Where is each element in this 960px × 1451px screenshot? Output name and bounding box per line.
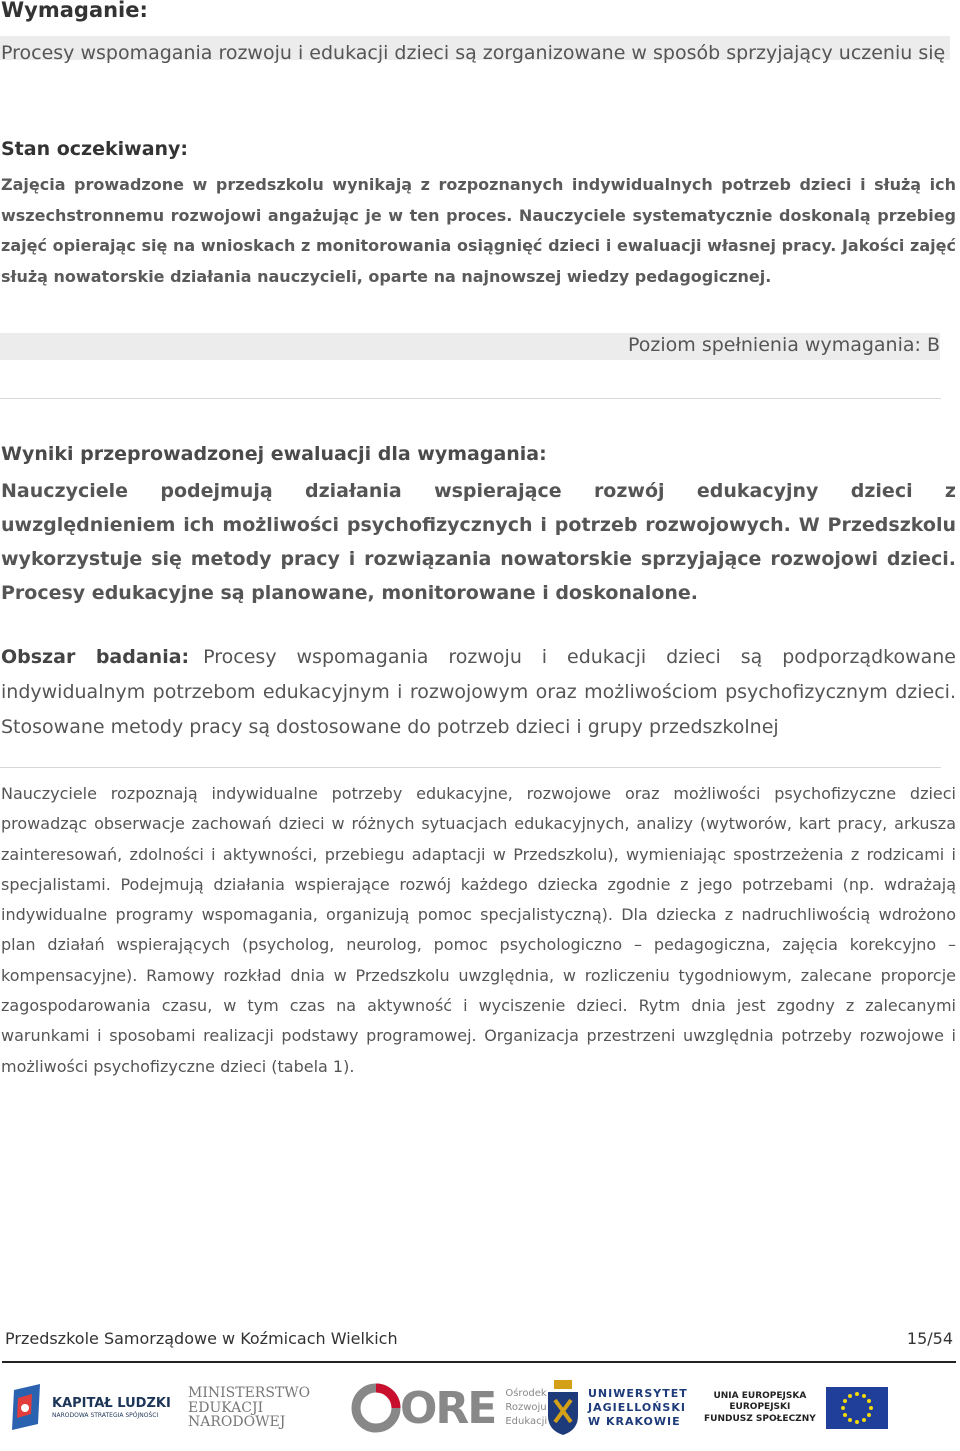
eu-line-1: UNIA EUROPEJSKA	[713, 1391, 807, 1402]
expected-text-3: Jakości zajęć służą nowatorskie działania nauczycieli, oparte na najnowszej wiedzy pedagogicznej.	[1, 236, 956, 286]
eu-line-3: FUNDUSZ SPOŁECZNY	[704, 1413, 816, 1424]
footer-page-number: 15/54	[906, 1329, 953, 1348]
results-text: Nauczyciele podejmują działania wspierające rozwój edukacyjny dzieci z uwzględnieniem ich możliwości psychofizycznych i potrzeb rozwojowych. W Przedszkolu wykorzystuje się metody pracy i rozwiązania nowatorskie sprzyjające rozwojowi dzieci. Procesy edukacyjne są planowane, monitorowane i doskonalone.	[1, 480, 956, 604]
kapital-ludzki-icon	[10, 1384, 44, 1432]
uj-line-1: UNIWERSYTET	[588, 1386, 688, 1400]
uj-line-3: W KRAKOWIE	[588, 1415, 681, 1429]
men-line-3: NARODOWEJ	[188, 1414, 286, 1431]
kl-subtitle: NARODOWA STRATEGIA SPÓJNOŚCI	[52, 1411, 159, 1419]
men-logo	[188, 1378, 310, 1438]
uj-logo	[546, 1378, 688, 1438]
expected-state-text	[1, 170, 956, 292]
research-area	[1, 640, 956, 745]
ore-line-2: Rozwoju	[505, 1402, 547, 1413]
requirement-text: Procesy wspomagania rozwoju i edukacji dzieci są zorganizowane w sposób sprzyjający uczeniu się	[1, 42, 946, 64]
section-divider	[0, 398, 941, 399]
uj-line-2: JAGIELLOŃSKI	[588, 1400, 686, 1414]
ore-wordmark: ORE	[400, 1382, 496, 1434]
footer-institution: Przedszkole Samorządowe w Koźmicach Wielkich	[5, 1329, 398, 1348]
eu-logo	[704, 1378, 888, 1438]
men-line-2: EDUKACJI	[188, 1399, 264, 1416]
section-divider	[0, 767, 941, 768]
research-area-label: Obszar badania:	[1, 646, 190, 668]
ore-line-3: Edukacji	[505, 1416, 548, 1427]
eu-flag-icon	[826, 1387, 888, 1429]
uj-crest-icon	[546, 1380, 580, 1436]
ore-logo	[350, 1378, 547, 1438]
expected-text-1: Zajęcia prowadzone w przedszkolu wynikają z rozpoznanych indywidualnych potrzeb dzieci i służą ich wszechstronnemu rozwojowi angażując je w ten proces.	[1, 175, 956, 225]
footer-rule	[2, 1361, 956, 1363]
fulfilment-level: Poziom spełnienia wymagania: B	[628, 334, 940, 356]
kl-title: KAPITAŁ LUDZKI	[52, 1396, 171, 1412]
eu-line-2: EUROPEJSKI	[729, 1402, 791, 1413]
expected-text-2: Nauczyciele systematycznie doskonalą przebieg zajęć opierając się na wnioskach z monitorowania osiągnięć dzieci i ewaluacji własnej pracy.	[1, 205, 956, 255]
expected-state-heading: Stan oczekiwany:	[1, 138, 189, 160]
ore-ring-icon	[350, 1382, 402, 1434]
men-line-1: MINISTERSTWO	[188, 1384, 311, 1401]
results-heading: Wyniki przeprowadzonej ewaluacji dla wymagania:	[1, 443, 547, 465]
research-area-text: Procesy wspomagania rozwoju i edukacji dzieci są podporządkowane indywidualnym potrzebom edukacyjnym i rozwojowym oraz możliwościom psychofizycznym dzieci. Stosowane metody pracy są dostosowane do potrzeb dzieci i grupy przedszkolnej	[1, 646, 956, 738]
requirement-heading: Wymaganie:	[1, 0, 148, 22]
body-paragraph: Nauczyciele rozpoznają indywidualne potrzeby edukacyjne, rozwojowe oraz możliwości psychofizyczne dzieci prowadząc obserwacje zachowań dzieci w różnych sytuacjach edukacyjnych, analizy (wytworów, kart pracy, arkusza zainteresowań, zdolności i aktywności, przebiegu adaptacji w Przedszkolu), wymieniając spostrzeżenia z rodzicami i specjalistami. Podejmują działania wspierające rozwój każdego dziecka zgodnie z jego potrzebami (np. wdrażają indywidualne programy wspomagania, organizują pomoc specjalistyczną). Dla dziecka z nadruchliwością wdrożono plan działań wspierających (psycholog, neurolog, pomoc psychologiczno – pedagogiczna, zajęcia korekcyjno – kompensacyjne). Ramowy rozkład dnia w Przedszkolu uwzględnia, w rozliczeniu tygodniowym, zalecane proporcje zagospodarowania czasu, w tym czas na aktywność i wyciszenie dzieci. Rytm dnia jest zgodny z zalecanymi warunkami i sposobami realizacji podstawy programowej. Organizacja przestrzeni uwzględnia potrzeby rozwojowe i możliwości psychofizyczne dzieci (tabela 1).	[1, 784, 956, 1076]
ore-line-1: Ośrodek	[505, 1388, 547, 1399]
kapital-ludzki-logo	[10, 1378, 171, 1438]
